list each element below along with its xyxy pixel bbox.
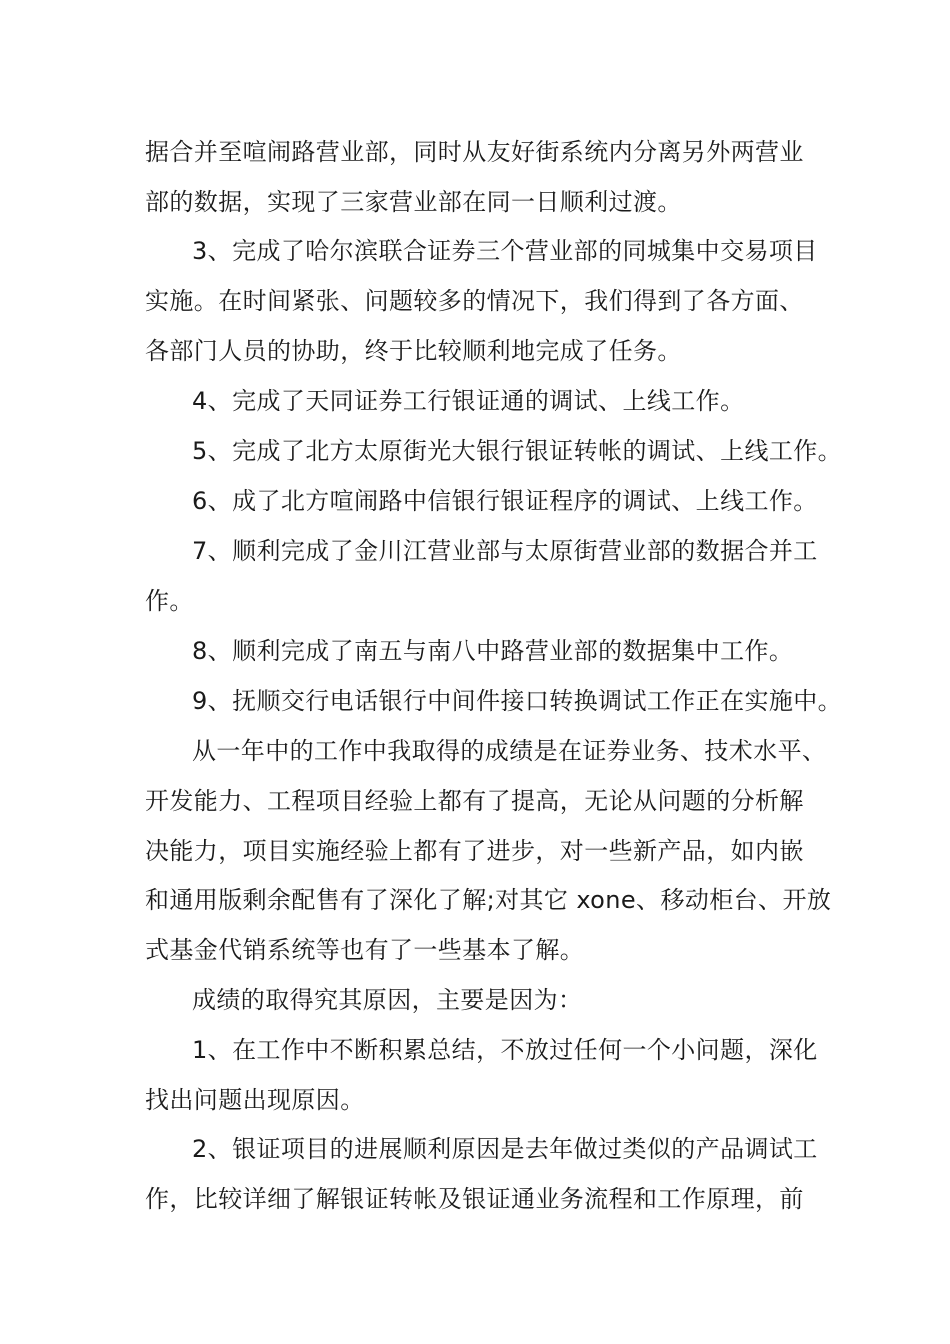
paragraph-line: 6、成了北方喧闹路中信银行银证程序的调试、上线工作。 (192, 487, 818, 515)
paragraph-line: 1、在工作中不断积累总结，不放过任何一个小问题，深化 (192, 1036, 818, 1064)
paragraph-line: 4、完成了天同证券工行银证通的调试、上线工作。 (192, 387, 745, 415)
paragraph-line: 9、抚顺交行电话银行中间件接口转换调试工作正在实施中。 (192, 687, 843, 715)
paragraph-line: 从一年中的工作中我取得的成绩是在证券业务、技术水平、 (192, 737, 827, 765)
paragraph-line: 成绩的取得究其原因，主要是因为： (192, 986, 583, 1014)
text-line: 部的数据，实现了三家营业部在同一日顺利过渡。 (145, 188, 682, 216)
paragraph-line: 8、顺利完成了南五与南八中路营业部的数据集中工作。 (192, 637, 794, 665)
paragraph-line: 5、完成了北方太原街光大银行银证转帐的调试、上线工作。 (192, 437, 843, 465)
text-line: 据合并至喧闹路营业部，同时从友好街系统内分离另外两营业 (145, 138, 804, 166)
text-line: 作，比较详细了解银证转帐及银证通业务流程和工作原理，前 (145, 1185, 804, 1213)
text-line: 找出问题出现原因。 (145, 1086, 365, 1114)
paragraph-line: 3、完成了哈尔滨联合证券三个营业部的同城集中交易项目 (192, 237, 818, 265)
text-line: 式基金代销系统等也有了一些基本了解。 (145, 936, 585, 964)
paragraph-line: 7、顺利完成了金川江营业部与太原街营业部的数据合并工 (192, 537, 818, 565)
text-line: 开发能力、工程项目经验上都有了提高，无论从问题的分析解 (145, 787, 804, 815)
text-line: 作。 (145, 587, 194, 615)
text-line: 和通用版剩余配售有了深化了解;对其它 xone、移动柜台、开放 (145, 886, 832, 914)
text-line: 决能力，项目实施经验上都有了进步，对一些新产品，如内嵌 (145, 837, 804, 865)
paragraph-line: 2、银证项目的进展顺利原因是去年做过类似的产品调试工 (192, 1135, 818, 1163)
text-line: 各部门人员的协助，终于比较顺利地完成了任务。 (145, 337, 682, 365)
text-line: 实施。在时间紧张、问题较多的情况下，我们得到了各方面、 (145, 287, 804, 315)
